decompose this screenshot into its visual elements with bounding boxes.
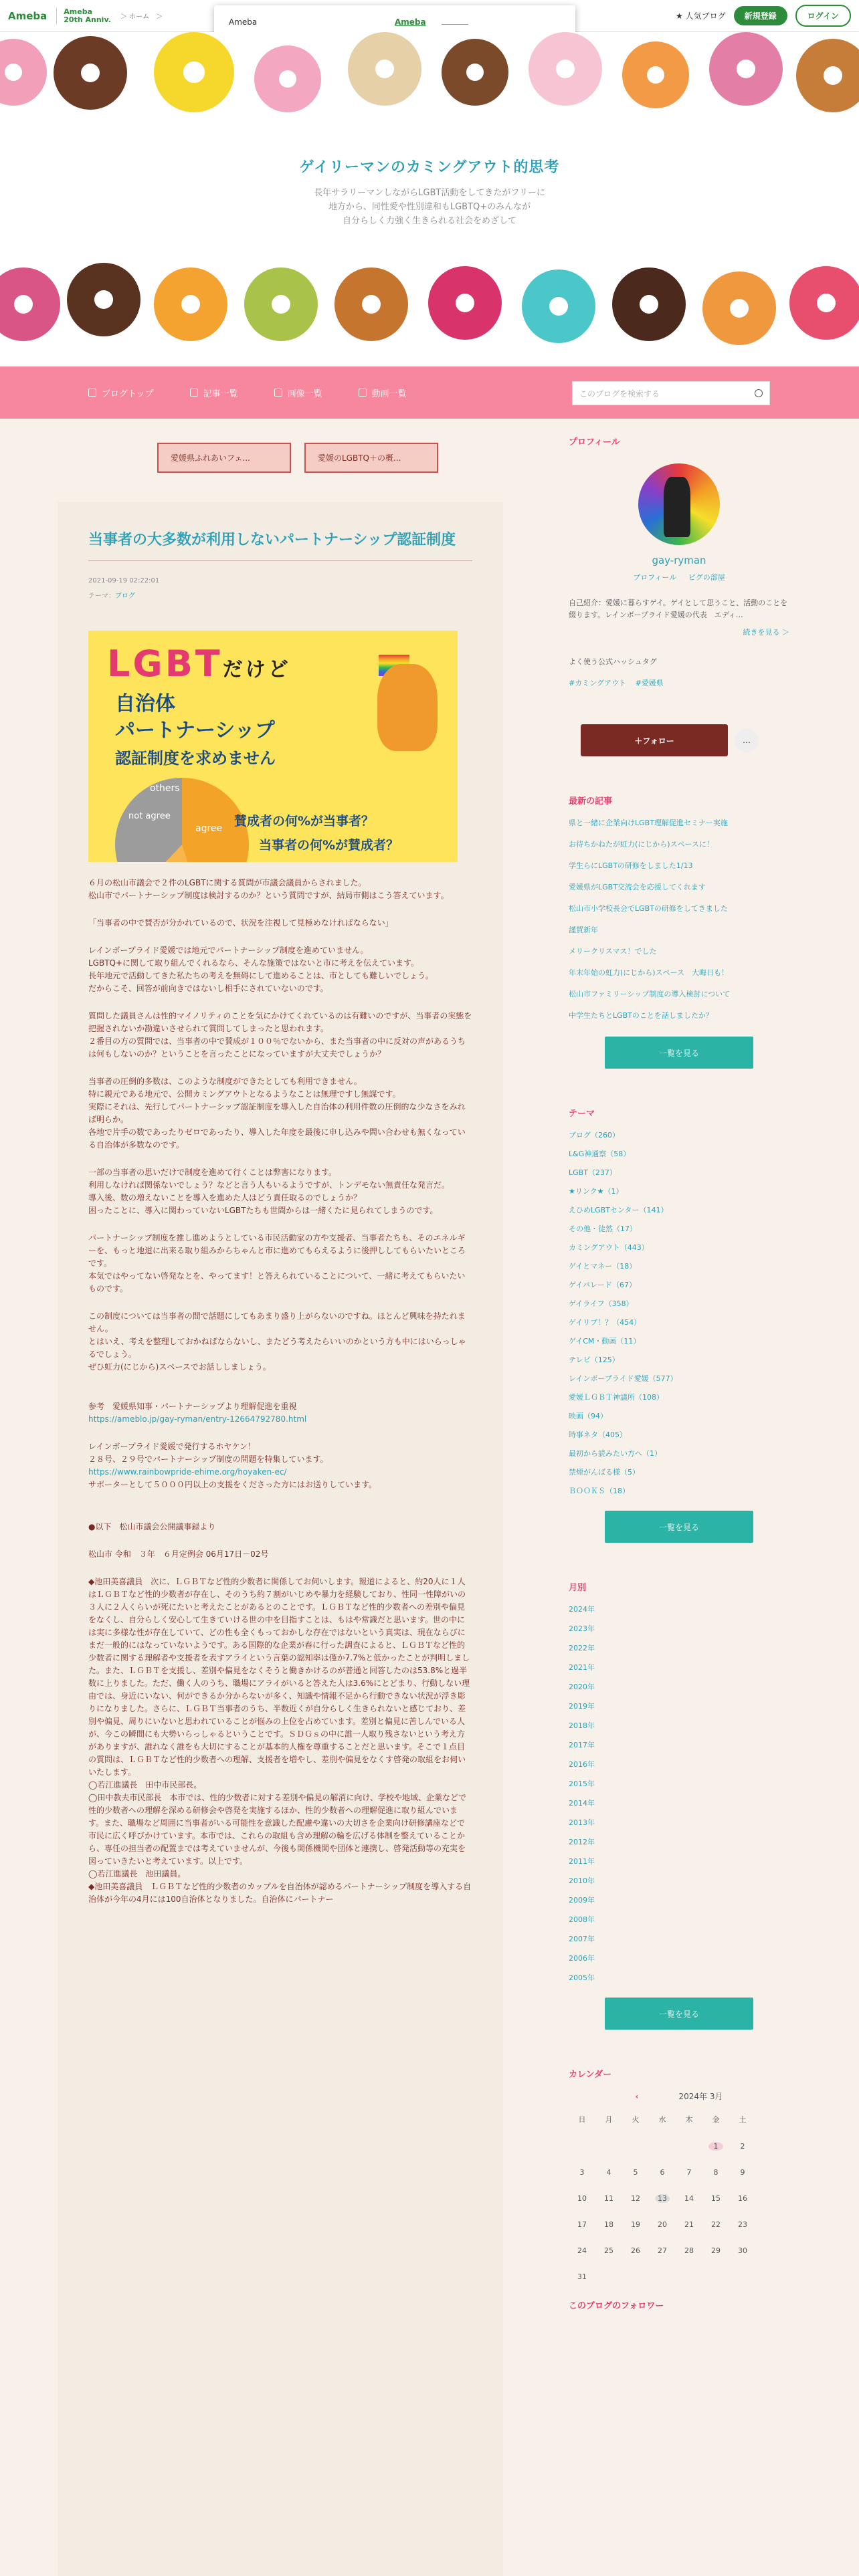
article-paragraph: この制度については当事者の間で話題にしてもあまり盛り上がらないのですね。ほとんど興味を持たれません。 とはいえ、考えを整理しておかねばならないし、またどう考えたらいいのかという方も中にはいらっしゃるでしょう。 ぜひ虹力(にじから)スペースでお話ししましょう。 [88, 1311, 466, 1372]
recent-heading: 最新の記事 [569, 796, 613, 807]
donut-decoration [442, 39, 508, 106]
monthly-section [569, 1580, 789, 2030]
banner-text: 自治体 [115, 692, 175, 716]
theme-link[interactable]: 時事ネタ（405） [569, 1430, 627, 1439]
calendar-day [595, 2142, 622, 2151]
recent-article-link[interactable]: 県と一緒に企業向けLGBT理解促進セミナー実施 [569, 819, 728, 827]
theme-link[interactable]: 最初から読みたい方へ（1） [569, 1449, 662, 1458]
calendar-day[interactable]: 19 [631, 2220, 640, 2229]
avatar[interactable] [638, 463, 720, 545]
month-link[interactable]: 2005年 [569, 1973, 595, 1982]
nav-video-list[interactable] [359, 387, 407, 399]
follow-row [569, 724, 789, 756]
calendar-day[interactable]: 21 [684, 2220, 694, 2229]
nav-label: 動画一覧 [371, 389, 407, 399]
calendar-heading: カレンダー [569, 2070, 612, 2080]
profile-name[interactable]: gay-ryman [652, 554, 706, 566]
related-links [157, 443, 438, 473]
sidebar [569, 435, 789, 2322]
banner-lgbt [107, 643, 291, 685]
calendar-day[interactable]: 29 [711, 2246, 721, 2255]
document-icon [190, 389, 198, 397]
reference-label: 参考 愛媛県知事・パートナーシップより理解促進を重視 [88, 1402, 297, 1411]
monthly-heading: 月別 [569, 1583, 587, 1593]
recent-article-link[interactable]: 学生らにLGBTの研修をしました1/13 [569, 861, 693, 870]
recent-article-link[interactable]: 松山市ファミリーシップ制度の導入検討について [569, 990, 731, 998]
recent-article-link[interactable]: メリークリスマス！でした [569, 947, 657, 956]
article-paragraph: ◆池田美喜議員 ＬＧＢＴなど性的少数者のカップルを自治体が認めるパートナーシップ制度を導入する自治体が今年の4月には100自治体となりました。自治体にパートナー [88, 1882, 472, 1904]
calendar-day[interactable]: 6 [660, 2168, 665, 2177]
calendar-grid [569, 2114, 789, 2281]
calendar-day [569, 2142, 595, 2151]
donut-decoration [702, 272, 776, 345]
banner-text: だけど [222, 658, 291, 681]
month-link[interactable]: 2013年 [569, 1818, 595, 1827]
donut-decoration [709, 32, 783, 106]
calendar-day[interactable]: 27 [658, 2246, 667, 2255]
calendar-day[interactable]: 7 [686, 2168, 692, 2177]
calendar-day[interactable]: 2 [740, 2142, 745, 2151]
nav-label: 記事一覧 [203, 389, 238, 399]
article-title[interactable]: 当事者の大多数が利用しないパートナーシップ認証制度 [88, 528, 472, 561]
article-paragraph: 「当事者の中で賛否が分かれているので、状況を注視して見極めなければならない」 [88, 918, 393, 928]
calendar-day[interactable]: 4 [606, 2168, 611, 2177]
article-paragraph: ◯若江進議長 池田議員。 [88, 1869, 186, 1879]
article-date: 2021-09-19 02:22:01 [88, 577, 160, 584]
pie-label: not agree [128, 811, 171, 821]
calendar-weekday: 土 [739, 2115, 747, 2124]
mascot-character-icon [377, 664, 438, 751]
month-link[interactable]: 2022年 [569, 1644, 595, 1652]
banner-text: LGBT [107, 643, 223, 685]
theme-link[interactable]: ゲイライフ（358） [569, 1299, 634, 1308]
banner-headline [115, 691, 276, 772]
calendar-day[interactable]: 11 [604, 2194, 613, 2203]
calendar-day[interactable]: 26 [631, 2246, 640, 2255]
theme-link[interactable]: その他・徒然（17） [569, 1224, 637, 1233]
calendar-weekday: 月 [605, 2115, 613, 2124]
theme-link[interactable]: ゲイとマネー（18） [569, 1262, 637, 1271]
article [58, 502, 503, 2576]
donut-decoration [244, 267, 318, 341]
month-link[interactable]: 2017年 [569, 1741, 595, 1749]
popular-blog-label: 人気ブログ [685, 11, 726, 21]
pie-label: others [150, 783, 180, 794]
ameba-logo[interactable]: Ameba [8, 9, 47, 22]
donut-decoration [67, 263, 140, 336]
supporter-text: サポーターとして５０００円以上の支援をくださった方にはお送りしています。 [88, 1480, 377, 1489]
theme-link[interactable]: ブログ [115, 593, 135, 600]
article-paragraph: レインボープライド愛媛では地元でパートナーシップ制度を進めていません。 LGBTQ+に関して取り組んでくれるなら、そんな施策ではないと市に考えを伝えています。 長年地元で活動してきた私たちの考えを無碍にして進めることは、市としても難しいでしょう。 だからこそ、回答が前向きではないし相手にされていないのです。 [88, 946, 434, 993]
article-paragraph: 当事者の圧倒的多数は、このような制度ができたとしても利用できません。 特に親元である地元で、公開カミングアウトとなるようなことは無理ですし無謀です。 実際にそれは、先行してパートナーシップ認証制度を導入した自治体の利用件数の圧倒的な少なさをみれば明らか。 各地で片手の数であったりゼロであったり、導入した年度を最後に申し込みや問い合わせも無くなっている自治体が多数なのです。 [88, 1077, 466, 1150]
donut-decoration [0, 267, 60, 341]
calendar-day[interactable]: 15 [711, 2194, 721, 2203]
calendar-day [676, 2142, 702, 2151]
video-icon [359, 389, 367, 397]
hashtag-list [569, 677, 789, 688]
calendar-day[interactable]: 12 [631, 2194, 640, 2203]
article-paragraph: 一部の当事者の思いだけで制度を進めて行くことは弊害になります。 利用しなければ関係ないでしょう？などと言う人もいるようですが、トンデモない無責任な発言だ。 導入後、数の増えないことを導入を進めた人はどう責任取るのでしょうか？ 困ったことに、導入に関わっていないLGBTたちも世間からは一緒くたに見られてしまうのです。 [88, 1168, 450, 1215]
banner-text: パートナーシップ [115, 719, 275, 742]
calendar-week-row [569, 2168, 789, 2177]
theme-link[interactable]: レインボープライド愛媛（577） [569, 1374, 678, 1383]
more-options-icon[interactable]: … [735, 728, 759, 752]
article-paragraph: 松山市 令和 ３年 ６月定例会 06月17日－02号 [88, 1549, 269, 1559]
month-link[interactable]: 2023年 [569, 1624, 595, 1633]
month-link[interactable]: 2009年 [569, 1896, 595, 1905]
theme-link[interactable]: ゲイリブ！？（454） [569, 1318, 642, 1327]
article-paragraph: ◯若江進議長 田中市民部長。 [88, 1780, 202, 1790]
donut-decoration [154, 32, 234, 112]
calendar-day[interactable]: 1 [708, 2142, 723, 2151]
theme-link[interactable]: 映画（94） [569, 1412, 607, 1420]
blog-header [0, 32, 859, 366]
calendar-week-row [569, 2142, 789, 2151]
month-link[interactable]: 2006年 [569, 1954, 595, 1963]
donut-decoration [154, 267, 227, 341]
calendar-week-row [569, 2194, 789, 2203]
pigg-room-link[interactable]: ピグの部屋 [688, 573, 725, 582]
calendar-day[interactable]: 8 [713, 2168, 719, 2177]
calendar-day[interactable]: 24 [577, 2246, 587, 2255]
month-link[interactable]: 2015年 [569, 1780, 595, 1788]
nav-image-list[interactable] [274, 387, 322, 399]
profile-links [569, 572, 789, 582]
banner-question: 当事者の何%が賛成者？ [259, 838, 399, 853]
calendar-day[interactable]: 18 [604, 2220, 613, 2229]
recent-article-link[interactable]: 謹賀新年 [569, 926, 598, 934]
donut-decoration [789, 266, 859, 340]
nav-label: 画像一覧 [287, 389, 322, 399]
calendar-day [702, 2272, 729, 2281]
calendar-weekday-row [569, 2114, 789, 2125]
donut-decoration [529, 32, 602, 106]
calendar-week-row [569, 2272, 789, 2281]
calendar-day[interactable]: 22 [711, 2220, 721, 2229]
popover-label: Ameba [229, 17, 258, 27]
blog-description: 長年サラリーマンしながらLGBT活動をしてきたがフリーに 地方から、同性愛や性別違和もLGBTQ+のみんなが 自分らしく力強く生きられる社会をめざして [314, 188, 545, 226]
hashtag-heading: よく使う公式ハッシュタグ [569, 657, 657, 666]
follow-button[interactable]: ＋フォロー [581, 724, 728, 756]
theme-list-all-button[interactable]: 一覧を見る [605, 1511, 753, 1543]
anniversary-label: 20th Anniv. [64, 15, 111, 24]
month-link[interactable]: 2016年 [569, 1760, 595, 1769]
calendar-weekday: 火 [632, 2115, 640, 2124]
month-link[interactable]: 2012年 [569, 1838, 595, 1846]
theme-link[interactable]: カミングアウト（443） [569, 1243, 649, 1252]
pie-label: agree [195, 823, 223, 834]
reference-link[interactable]: https://ameblo.jp/gay-ryman/entry-12664792780.html [88, 1414, 307, 1424]
theme-link[interactable]: 愛媛ＬＧＢＴ神議所（108） [569, 1393, 664, 1402]
recent-article-link[interactable]: お待ちかねたが虹力(にじから)スペースに！ [569, 840, 714, 849]
followers-section [569, 2298, 789, 2311]
article-paragraph: 質問した議員さんは性的マイノリティのことを気にかけてくれているのは有難いのですが、当事者の実態を把握されないか勘違いさせられて質問してしまったと思われます。 ２番目の方の質問では、当事者の中で賛成が１００％でないから、また当事者の中に反対の声があるうちは何もしないのか？ということを言ったことになっていますが大丈夫でしょうか？ [88, 1011, 472, 1059]
hoyaken-text: レインボープライド愛媛で発行するホヤケン！ ２８号、２９号でパートナーシップ制度の問題を特集しています。 [88, 1442, 328, 1464]
theme-link[interactable]: LGBT（237） [569, 1168, 617, 1177]
month-link[interactable]: 2011年 [569, 1857, 595, 1866]
hashtag-link[interactable]: #カミングアウト [569, 679, 626, 687]
theme-heading: テーマ [569, 1109, 595, 1119]
search-icon[interactable] [755, 389, 763, 397]
calendar-day[interactable]: 20 [658, 2220, 667, 2229]
blog-nav [0, 366, 859, 419]
theme-link[interactable]: ★リンク★（1） [569, 1187, 624, 1196]
donut-decoration [428, 266, 502, 340]
banner-question: 賛成者の何%が当事者？ [234, 814, 375, 829]
theme-link[interactable]: 禁煙がんばる様（5） [569, 1468, 640, 1477]
theme-link[interactable]: ブログ（260） [569, 1131, 619, 1140]
profile-heading: プロフィール [569, 437, 620, 447]
article-paragraph: ◆池田美喜議員 次に、ＬＧＢＴなど性的少数者に関係してお伺いします。報道によると、約20人に１人はＬＧＢＴなど性的少数者が存在し、そのうち約７割がいじめや暴力を経験しており、性同一性障がいの３人に２人くらいが死にたいと考えたことがあるとのことです。ＬＧＢＴなど性的少数者への差別や偏見をなくし、自分らしく安心して生きていける世の中を目指すことは、もはや常識だと思います。世の中には実に多様な性が存在していて、どの性も全くもっておかしな存在ではないという真実は、現在ならびにまだ一般的にはなっていないようです。ある国際的な企業が春に行った調査によると、ＬＧＢＴなど性的少数者に関する理解者や支援者を表すアライという言葉の認知率は僅か7.7%と低かったことが判明しました。また、ＬＧＢＴを支援し、差別や偏見をなくそうと働きかけるのが普通と回答したのは53.8%と過半数に上りました。ただ、働く人のうち、職場にアライがいると答えた人は3.6%にとどまり、行動しない理由では、身近にいない、何ができるか分からないが多く、知識や情報不足から行動できない状況が浮き彫りになりました。さらに、ＬＧＢＴ当事者のうち、半数近くが自分らしく生きられないと感じており、差別や偏見、周りにいないと思われていることが悩みの上位を占めています。差別と偏見に苦しんでいる人が、今この瞬間にも大勢いらっしゃるということです。ＳＤＧｓの中に誰一人取り残さないという考え方がありますが、誰れなく誰をも大切にすることが基本的人権を尊重することだと思います。そこで１点目の質問は、ＬＧＢＴなど性的少数者への理解、支援者を増やし、差別や偏見をなくす啓発の取組をお伺いいたします。 [88, 1577, 470, 1777]
calendar-day [649, 2142, 676, 2151]
prev-article-link[interactable]: 愛媛県ふれあいフェ... [157, 443, 291, 473]
breadcrumb[interactable]: ＞ ホーム ＞ [120, 13, 163, 21]
donut-decoration [622, 41, 689, 108]
search-placeholder: このブログを検索する [579, 389, 660, 399]
blog-title-block [0, 156, 859, 228]
theme-link[interactable]: えひめLGBTセンター（141） [569, 1206, 668, 1214]
calendar-day[interactable]: 5 [633, 2168, 638, 2177]
nav-label: ブログトップ [102, 389, 154, 399]
calendar-weekday: 金 [712, 2115, 720, 2124]
donut-decoration [522, 270, 595, 343]
recent-list-all-button[interactable]: 一覧を見る [605, 1037, 753, 1069]
image-icon [274, 389, 282, 397]
theme-link[interactable]: ＢＯＯＫＳ（18） [569, 1487, 630, 1495]
calendar-day [622, 2142, 649, 2151]
calendar-week-row [569, 2220, 789, 2229]
donut-decoration [348, 32, 421, 106]
month-list-all-button[interactable]: 一覧を見る [605, 1998, 753, 2030]
calendar-day[interactable]: 3 [579, 2168, 585, 2177]
article-paragraph [88, 1440, 472, 1491]
theme-link[interactable]: L&G神通察（58） [569, 1150, 631, 1158]
theme-link[interactable]: ゲイパレード（67） [569, 1281, 637, 1289]
donut-decoration [54, 36, 127, 110]
calendar-day [622, 2272, 649, 2281]
article-paragraph: ◯田中教夫市民部長 本市では、性的少数者に対する差別や偏見の解消に向け、学校や地域、企業などで性的少数者への理解を深める研修会や啓発を実施するほか、性的少数者への理解促進に取り組んでいます。また、職場など周囲に当事者がいる可能性を意識した配慮や違いの大切さを企業向け研修講座などで市民に広く呼びかけています。本市では、これらの取組も含め理解の輪を広げる体制を整えていることから、専任の担当者の配置までは考えていませんが、今後も関係機関や団体と連携し、啓発活動等の充実を図っていきたいと考えています。以上です。 [88, 1793, 466, 1866]
article-paragraph: ●以下 松山市議会公開議事録より [88, 1522, 216, 1531]
calendar-day[interactable]: 14 [684, 2194, 694, 2203]
register-button[interactable]: 新規登録 [734, 6, 787, 25]
blog-search-input[interactable] [572, 381, 770, 405]
donut-decoration [612, 267, 686, 341]
calendar-day[interactable]: 31 [577, 2272, 587, 2281]
calendar-day[interactable]: 23 [738, 2220, 747, 2229]
nav-article-list[interactable] [190, 387, 238, 399]
article-paragraph: パートナーシップ制度を推し進めようとしている市民活動家の方や支援者、当事者たちも、そのエネルギーを、もっと地道に出来る取り組みからちゃんと市に進めてもらえるように後押ししてもらいたいところです。 本気ではやってない啓発なとを、やってます！と答えられていることについて、一緒に考えてもらいたいものです。 [88, 1233, 466, 1293]
calendar-day[interactable]: 10 [577, 2194, 587, 2203]
month-link[interactable]: 2014年 [569, 1799, 595, 1808]
home-icon [88, 389, 96, 397]
article-banner-image[interactable] [88, 631, 458, 862]
month-link[interactable]: 2021年 [569, 1663, 595, 1672]
donut-decoration [796, 39, 859, 112]
hashtag-link[interactable]: #愛媛県 [635, 679, 664, 687]
calendar-weekday: 日 [578, 2115, 586, 2124]
recent-article-link[interactable]: 松山市小学校長会でLGBTの研修をしてきました [569, 904, 728, 913]
month-link[interactable]: 2008年 [569, 1915, 595, 1924]
calendar-title [569, 2090, 789, 2102]
calendar-day[interactable]: 30 [738, 2246, 747, 2255]
month-link[interactable]: 2018年 [569, 1721, 595, 1730]
calendar-section [569, 2067, 789, 2281]
month-link[interactable]: 2007年 [569, 1935, 595, 1943]
calendar-day[interactable]: 9 [740, 2168, 745, 2177]
donut-decoration [0, 39, 47, 106]
hoyaken-link[interactable]: https://www.rainbowpride-ehime.org/hoyaken-ec/ [88, 1467, 287, 1477]
popular-blog-link[interactable]: ★ 人気ブログ [675, 11, 726, 21]
recent-article-link[interactable]: 愛媛県がLGBT交流会を応援してくれます [569, 883, 706, 891]
month-link[interactable]: 2024年 [569, 1605, 595, 1614]
calendar-day [649, 2272, 676, 2281]
anniversary-name: Ameba [64, 7, 93, 16]
recent-article-link[interactable]: 中学生たちとLGBTのことを話しましたか？ [569, 1011, 713, 1020]
calendar-prev-button[interactable]: ‹ [635, 2092, 639, 2101]
followers-heading: このブログのフォロワー [569, 2301, 664, 2311]
calendar-weekday: 水 [658, 2115, 666, 2124]
header-actions [676, 5, 851, 27]
banner-text: 認証制度を求めません [115, 749, 276, 768]
donut-decoration [254, 45, 321, 112]
profile-description: 自己紹介：愛媛に暮らすゲイ。ゲイとして思うこと、活動のことを綴ります。レインボープライド愛媛の代表 エディ… [569, 599, 788, 619]
month-link[interactable]: 2020年 [569, 1683, 595, 1691]
theme-link[interactable]: テレビ（125） [569, 1356, 619, 1364]
profile-link[interactable]: プロフィール [633, 573, 677, 582]
popover-link[interactable]: Ameba [395, 17, 426, 27]
popover-underline [442, 24, 468, 25]
calendar-day[interactable]: 16 [738, 2194, 747, 2203]
calendar-day [595, 2272, 622, 2281]
calendar-day[interactable]: 28 [684, 2246, 694, 2255]
calendar-week-row [569, 2246, 789, 2255]
calendar-weekday: 木 [685, 2115, 693, 2124]
donut-decoration [335, 267, 408, 341]
recent-article-link[interactable]: 年末年始の虹力(にじから)スペース 大晦日も！ [569, 968, 729, 977]
theme-link[interactable]: ゲイCM・動画（11） [569, 1337, 641, 1346]
nav-blog-top[interactable] [88, 387, 154, 399]
calendar-day[interactable]: 13 [655, 2194, 670, 2203]
month-link[interactable]: 2010年 [569, 1876, 595, 1885]
calendar-day [676, 2272, 702, 2281]
calendar-month: 2024年 3月 [678, 2092, 723, 2101]
login-button[interactable]: ログイン [795, 5, 851, 27]
article-theme [88, 590, 472, 600]
article-paragraph: ６月の松山市議会で２件のLGBTに関する質問が市議会議員からされました。 松山市でパートナーシップ制度は検討するのか？という質問ですが、結局市側はこう答えています。 [88, 878, 449, 900]
next-article-link[interactable]: 愛媛のLGBTQ＋の概... [304, 443, 438, 473]
article-paragraph [88, 1400, 472, 1426]
calendar-day[interactable]: 17 [577, 2220, 587, 2229]
month-link[interactable]: 2019年 [569, 1702, 595, 1711]
recent-articles-section [569, 794, 789, 1069]
calendar-day[interactable]: 25 [604, 2246, 613, 2255]
profile-more-link[interactable]: 続きを見る ＞ [743, 628, 789, 637]
blog-title[interactable]: ゲイリーマンのカミングアウト的思考 [299, 159, 560, 176]
calendar-day [729, 2272, 756, 2281]
anniversary-logo [56, 8, 111, 24]
theme-label: テーマ： [88, 593, 115, 600]
theme-section [569, 1106, 789, 1543]
